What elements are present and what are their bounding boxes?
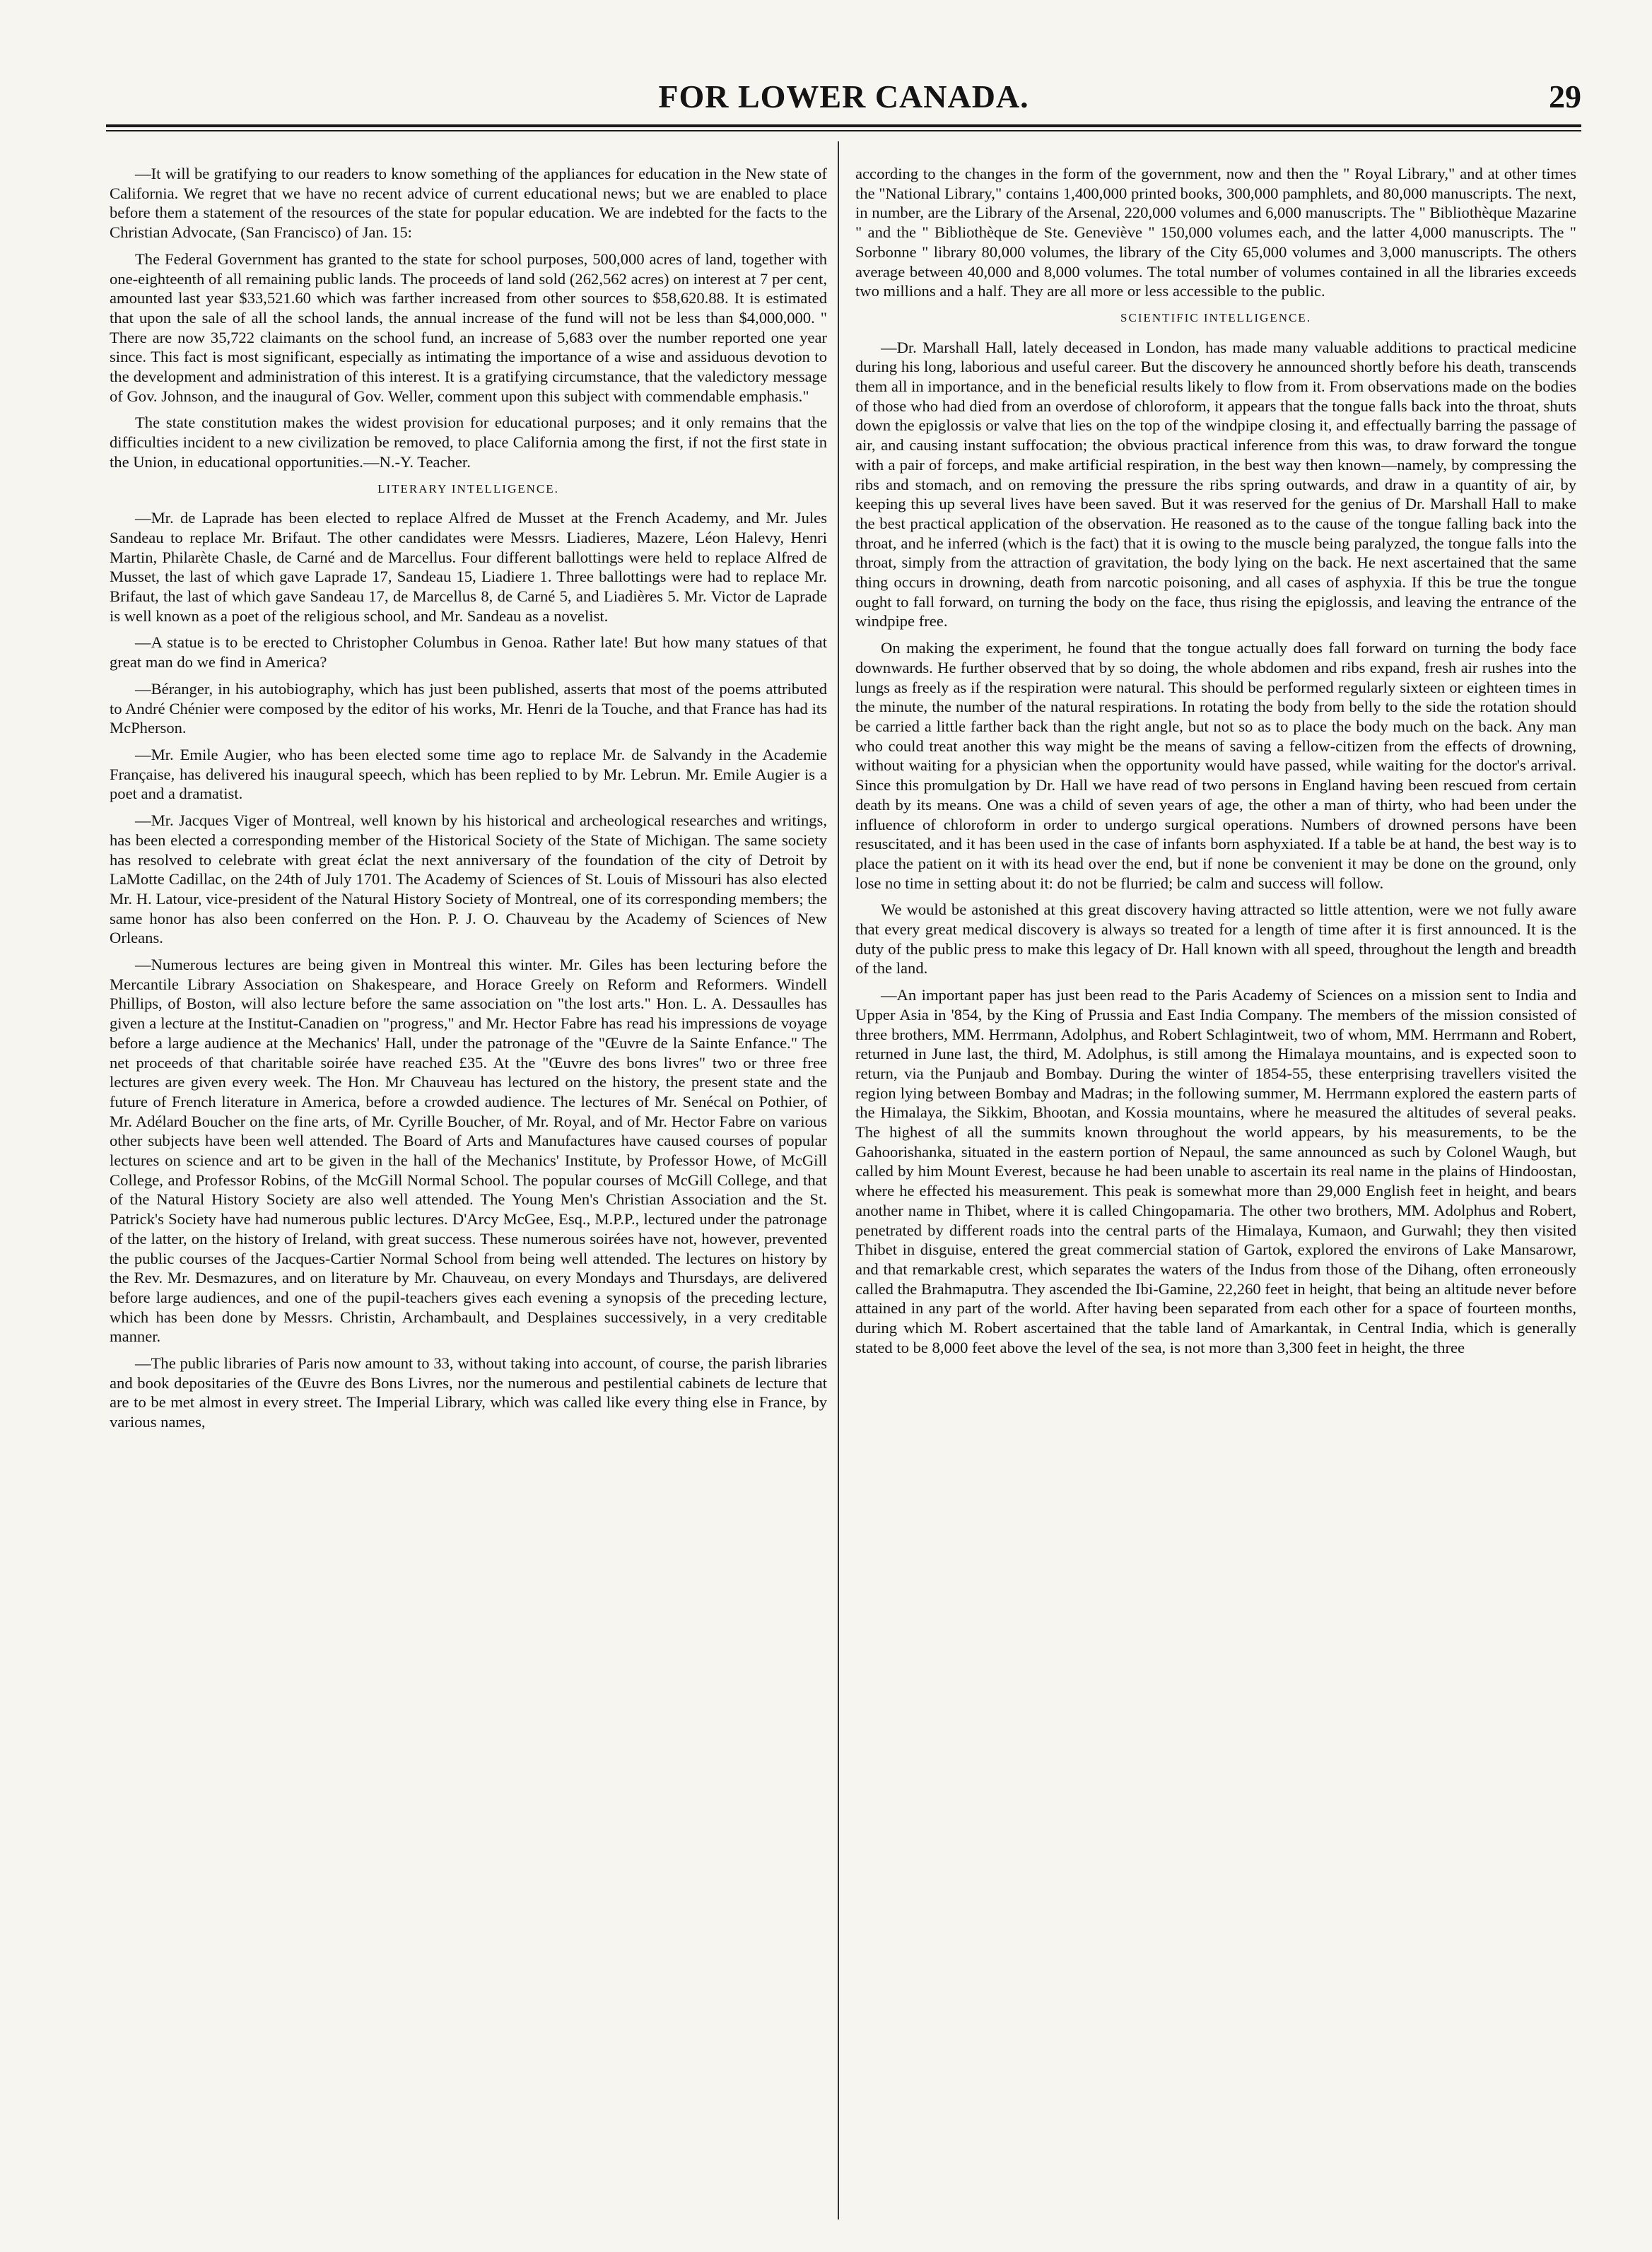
article-marshall-hall-experiment: On making the experiment, he found that the tongue actually does fall forward on turning the body face downwards. He further observed that by so doing, the whole abdomen and ribs expand, fresh air rushes into the lungs as freely as if the respiration were natural. This should be performed regularly sixteen or eighteen times in the minute, the number of the natural respirations. In rotating the body from belly to the side the rotation should be carried a little farther back than the right angle, but not so as to place the body much on the back. Any man who could treat another this way might be the means of saving a fellow-citizen from the effects of drowning, without waiting for a physician when the opportunity would have passed, while waiting for the doctor's arrival. Since this promulgation by Dr. Hall we have read of two persons in England having been rescued from certain death by its means. One was a child of seven years of age, the other a man of thirty, who had been under the influence of chloroform in order to undergo surgical operations. Numbers of drowned persons have been resuscitated, and it has been used in the case of infants born asphyxiated. If a table be at hand, the best way is to place the patient on it with its head over the end, but if none be convenient it may be done on the ground, only lose no time in setting about it: do not be flurried; be calm and success will follow. xyxy=(855,639,1576,892)
article-beranger: —Béranger, in his autobiography, which has just been published, asserts that most of the poems attributed to André Chénier were composed by the editor of his works, Mr. Henri de la Touche, and that France has had its McPherson. xyxy=(110,679,827,737)
article-paris-libraries-start: —The public libraries of Paris now amount to 33, without taking into account, of course, the parish libraries and book depositaries of the Œuvre des Bons Livres, nor the numerous and pestilential cabinets de lecture that are to be met almost in every street. The Imperial Library, which was called like every thing else in France, by various names, xyxy=(110,1354,827,1431)
article-emile-augier: —Mr. Emile Augier, who has been elected some time ago to replace Mr. de Salvandy in the Academie Française, has delivered his inaugural speech, which has been replied to by Mr. Lebrun. Mr. Emile Augier is a poet and a dramatist. xyxy=(110,745,827,803)
section-heading-literary: LITERARY INTELLIGENCE. xyxy=(377,481,559,495)
header-rule-thin xyxy=(106,130,1581,131)
article-california-intro: —It will be gratifying to our readers to know something of the appliances for education in the New state of California. We regret that we have no recent advice of current educational news; but we are enabled to place before them a statement of the resources of the state for popular education. We are indebted for the facts to the Christian Advocate, (San Francisco) of Jan. 15: xyxy=(110,165,827,242)
article-marshall-hall: —Dr. Marshall Hall, lately deceased in London, has made many valuable additions to practical medicine during his long, laborious and useful career. But the discovery he announced shortly before his death, transcends them all in importance, and in the beneficial results likely to flow from it. From observations made on the bodies of those who had died from an overdose of chloroform, it appears that the tongue falls back into the throat, shuts down the epiglossis or valve that lies on the top of the windpipe closing it, and effectually barring the passage of air, and causing instant suffocation; the obvious practical inference from this was, to draw forward the tongue with a pair of forceps, and make artificial respiration, in the best way then known—namely, by compressing the ribs and stomach, and on removing the pressure the ribs spring outwards, and draw in a quantity of air, by keeping this up several lives have been saved. But it was reserved for the genius of Dr. Marshall Hall to make the best practical application of the observation. He reasoned as to the cause of the tongue falling back into the throat, and he inferred (which is the fact) that it is owing to the muscle being paralyzed, the tongue falls into the throat, simply from the attraction of gravitation, the body lying on the back. He next ascertained that the same thing occurs in drowning, death from narcotic poisoning, and all cases of asphyxia. If this be true the tongue ought to fall forward, on turning the body on the face, thus rising the epiglossis, and leaving the entrance of the windpipe free. xyxy=(855,338,1576,631)
page-number: 29 xyxy=(1549,78,1581,115)
article-himalaya-mission: —An important paper has just been read to the Paris Academy of Sciences on a mission sent to India and Upper Asia in '854, by the King of Prussia and East India Company. The members of the mission consisted of three brothers, MM. Herrmann, Adolphus, and Robert Schlagintweit, two of whom, MM. Herrmann and Robert, returned in June last, the third, M. Adolphus, is still among the Himalaya mountains, and is expected soon to return, via the Punjaub and Bombay. During the winter of 1854-55, these enterprising travellers visited the region lying between Bombay and Madras; in the following summer, M. Herrmann explored the eastern parts of the Himalaya, the Sikkim, Bhootan, and Kossia mountains, where he measured the altitudes of several peaks. The highest of all the summits known throughout the world appears, by his measurements, to be the Gahoorishanka, situated in the eastern portion of Nepaul, the same announced as such by Colonel Waugh, but called by him Mount Everest, because he had been unable to ascertain its real name in the plains of Hindoostan, where he effected his measurement. This peak is somewhat more than 29,000 English feet in height, and bears another name in Thibet, where it is called Chingopamaria. The other two brothers, MM. Adolphus and Robert, penetrated by different roads into the central parts of the Himalaya, Kumaon, and Gurwahl; they then visited Thibet in disguise, entered the great commercial station of Gartok, explored the environs of Lake Mansarowr, and that remarkable crest, which separates the waters of the Indus from those of the Dihang, often erroneously called the Brahmaputra. They ascended the Ibi-Gamine, 22,260 feet in height, that being an altitude never before attained in any part of the world. After having been separated from each other for a space of fourteen months, during which M. Robert ascertained that the table land of Amarkantak, in Central India, which is generally stated to be 8,000 feet above the level of the sea, is not more than 3,300 feet in height, the three xyxy=(855,986,1576,1356)
article-marshall-hall-legacy: We would be astonished at this great discovery having attracted so little attention, were we not fully aware that every great medical discovery is always so treated for a length of time after it is first announced. It is the duty of the public press to make this legacy of Dr. Hall known with all speed, throughout the length and breadth of the land. xyxy=(855,901,1576,978)
right-column xyxy=(855,164,1576,1364)
article-french-academy: —Mr. de Laprade has been elected to replace Alfred de Musset at the French Academy, and Mr. Jules Sandeau to replace Mr. Brifaut. The other candidates were Messrs. Liadieres, Mazere, Léon Halevy, Henri Martin, Philarète Chasle, de Carné and de Marcellus. Four different ballottings were held to replace Alfred de Musset, the last of which gave Laprade 17, Sandeau 15, Liadiere 1. Three ballottings were had to replace Mr. Brifaut, the last of which gave Sandeau 17, de Marcellus 8, de Carné 5, and Liadières 5. Mr. Victor de Laprade is well known as a poet of the religious school, and Mr. Sandeau as a novelist. xyxy=(110,509,827,625)
column-divider xyxy=(838,141,839,2219)
page-header xyxy=(106,68,1581,119)
header-rule-thick xyxy=(106,124,1581,127)
article-california-lands: The Federal Government has granted to the state for school purposes, 500,000 acres of land, together with one-eighteenth of all remaining public lands. The proceeds of land sold (262,562 acres) on interest at 7 per cent, amounted last year $33,521.60 which was farther increased from other sources to $58,620.88. It is estimated that upon the sale of all the school lands, the annual increase of the fund will not be less than $4,000,000. " There are now 35,722 claimants on the school fund, an increase of 5,683 over the number reported one year since. This fact is most significant, especially as intimating the importance of a wise and assiduous devotion to the development and administration of this interest. It is a gratifying circumstance, that the valedictory message of Gov. Johnson, and the inaugural of Gov. Weller, comment upon this subject with commendable emphasis." xyxy=(110,250,827,405)
section-heading-scientific: SCIENTIFIC INTELLIGENCE. xyxy=(1120,310,1311,324)
article-jacques-viger: —Mr. Jacques Viger of Montreal, well known by his historical and archeological researches and writings, has been elected a corresponding member of the Historical Society of the State of Michigan. The same society has resolved to celebrate with great éclat the next anniversary of the foundation of the city of Detroit by LaMotte Cadillac, on the 24th of July 1701. The Academy of Sciences of St. Louis of Missouri has also elected Mr. H. Latour, vice-president of the Natural History Society of Montreal, one of its corresponding members; the same honor has also been conferred on the Hon. P. J. O. Chauveau by the Academy of Sciences of New Orleans. xyxy=(110,811,827,947)
article-california-constitution: The state constitution makes the widest provision for educational purposes; and it only remains that the difficulties incident to a new civilization be removed, to place California among the first, if not the first state in the Union, in educational opportunities.—N.-Y. Teacher. xyxy=(110,414,827,471)
article-montreal-lectures: —Numerous lectures are being given in Montreal this winter. Mr. Giles has been lecturing before the Mercantile Library Association on Shakespeare, and Horace Greely on Reform and Reformers. Windell Phillips, of Boston, will also lecture before the same association on "the lost arts." Hon. L. A. Dessaulles has given a lecture at the Institut-Canadien on "progress," and Mr. Hector Fabre has read his impressions de voyage before a large audience at the Mechanics' Hall, under the patronage of the "Œuvre de la Sainte Enfance." The net proceeds of that charitable soirée have reached £35. At the "Œuvre des bons livres" two or three free lectures are given every week. The Hon. Mr Chauveau has lectured on the history, the present state and the future of French literature in America, before a crowded audience. The lectures of Mr. Senécal on Pothier, of Mr. Adélard Boucher on the fine arts, of Mr. Cyrille Boucher, of Mr. Royal, and of Mr. Hector Fabre on various other subjects have been well attended. The Board of Arts and Manufactures have caused courses of popular lectures on science and art to be given in the hall of the Mechanics' Institute, by Professor Howe, of McGill College, and Professor Robins, of the McGill Normal School. The popular courses of McGill College, and that of the Natural History Society are also well attended. The Young Men's Christian Association and the St. Patrick's Society have had numerous public lectures. D'Arcy McGee, Esq., M.P.P., lectured under the patronage of the latter, on the history of Ireland, with great success. These numerous soirées have not, however, prevented the public courses of the Jacques-Cartier Normal School from being well attended. The lectures on history by the Rev. Mr. Desmazures, and on literature by Mr. Chauveau, on every Mondays and Thursdays, are delivered before large audiences, and one of the pupil-teachers gives each evening a synopsis of the preceding lecture, which has been done by Messrs. Christin, Archambault, and Desplaines successively, in a very creditable manner. xyxy=(110,956,827,1346)
article-columbus-statue: —A statue is to be erected to Christopher Columbus in Genoa. Rather late! But how many statues of that great man do we find in America? xyxy=(110,633,827,672)
left-column xyxy=(110,164,827,1439)
running-title: FOR LOWER CANADA. xyxy=(658,78,1029,115)
article-paris-libraries-cont: according to the changes in the form of the government, now and then the " Royal Library," and at other times the "National Library," contains 1,400,000 printed books, 300,000 pamphlets, and 80,000 manuscripts. The next, in number, are the Library of the Arsenal, 220,000 volumes and 6,000 manuscripts. The " Bibliothèque Mazarine " and the " Bibliothèque de Ste. Geneviève " 150,000 volumes each, and the latter 4,000 manuscripts. The " Sorbonne " library 80,000 volumes, the library of the City 65,000 volumes and 3,000 manuscripts. The others average between 40,000 and 8,000 volumes. The total number of volumes contained in all the libraries exceeds two millions and a half. They are all more or less accessible to the public. xyxy=(855,165,1576,300)
